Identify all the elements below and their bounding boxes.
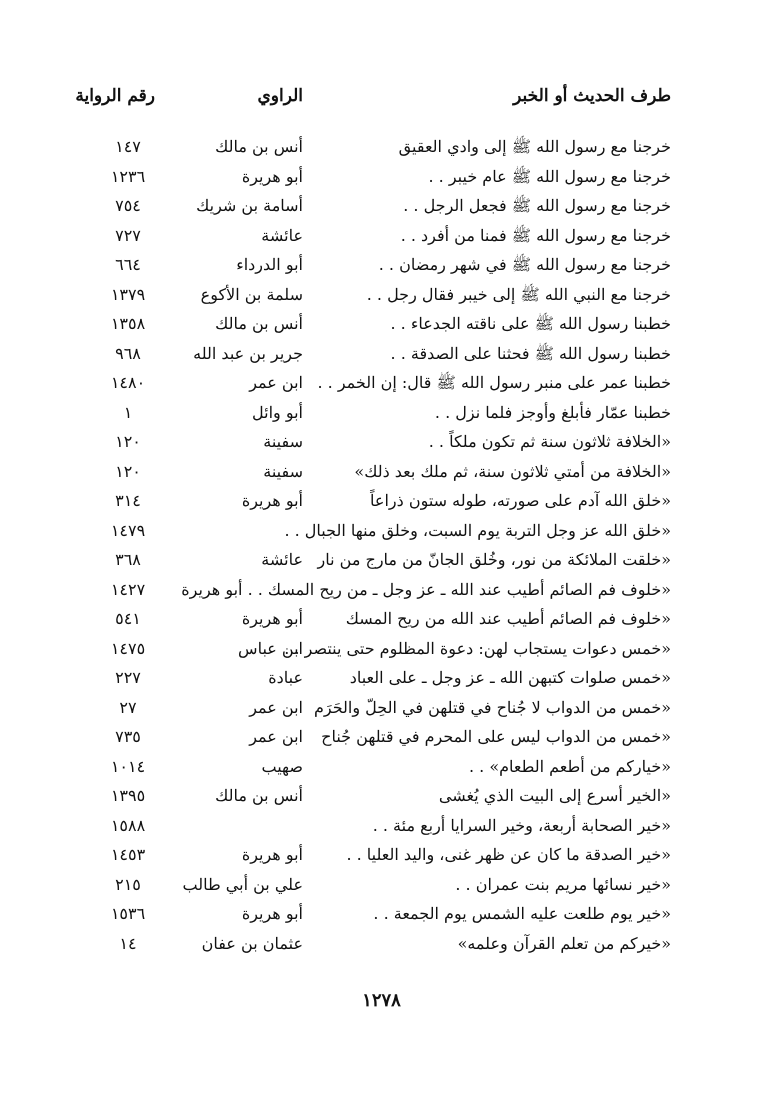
narrator-name: عبادة [268, 668, 303, 687]
narration-number: ٣١٤ [115, 491, 141, 510]
narrator-name: أبو هريرة [241, 491, 303, 510]
hadith-text: «خلق الله عز وجل التربة يوم السبت، وخلق منها الجبال . . [284, 520, 671, 540]
hadith-text: خطبنا رسول الله ﷺ على ناقته الجدعاء . . [390, 314, 671, 333]
table-row [0, 162, 763, 192]
narrator-name: أبو هريرة [241, 845, 303, 864]
table-row [0, 781, 763, 811]
hadith-text: خطبنا عمّار فأبلغ وأوجز فلما نزل . . [434, 402, 671, 422]
narrator-name: أبو وائل [252, 402, 303, 422]
hadith-text: خرجنا مع رسول الله ﷺ عام خيبر . . [428, 166, 671, 186]
table-row [0, 693, 763, 723]
table-row [0, 368, 763, 398]
narration-number: ١٤٧ [115, 137, 141, 156]
hadith-text: «خمس صلوات كتبهن الله ـ عز وجل ـ على العباد [349, 668, 671, 687]
table-row [0, 427, 763, 457]
hadith-text: «خير الصدقة ما كان عن ظهر غنى، واليد العليا . . [346, 845, 671, 864]
narration-number: ١٤٥٣ [110, 845, 146, 864]
narration-number: ١٣٩٥ [110, 786, 146, 805]
table-header [0, 86, 763, 116]
narration-number: ٥٤١ [115, 609, 141, 628]
hadith-text: خرجنا مع رسول الله ﷺ فمنا من أفرد . . [400, 225, 671, 245]
narration-number: ٩٦٨ [115, 343, 141, 363]
narration-number: ٧٢٧ [115, 225, 141, 245]
table-row [0, 280, 763, 310]
hadith-text: خرجنا مع رسول الله ﷺ إلى وادي العقيق [398, 137, 671, 156]
hadith-text: خرجنا مع النبي الله ﷺ إلى خيبر فقال رجل . . [366, 284, 671, 304]
narrator-name: سفينة [263, 461, 303, 481]
narration-number: ١٤٨٠ [110, 373, 146, 392]
hadith-text: «خير يوم طلعت عليه الشمس يوم الجمعة . . [373, 904, 671, 923]
table-row [0, 752, 763, 782]
table-row [0, 250, 763, 280]
hadith-text: خطبنا رسول الله ﷺ فحثنا على الصدقة . . [390, 343, 671, 363]
narrator-name: عائشة [261, 550, 303, 569]
table-row [0, 191, 763, 221]
table-row [0, 516, 763, 546]
narrator-name: سفينة [263, 432, 303, 451]
narrator-name: جرير بن عبد الله [193, 343, 303, 363]
narrator-name: أبو هريرة [241, 904, 303, 923]
narrator-name: صهيب [261, 756, 303, 776]
narration-number: ١٤ [119, 933, 137, 953]
narration-number: ٧٣٥ [115, 727, 141, 746]
hadith-text: «الخلافة من أمتي ثلاثون سنة، ثم ملك بعد ذلك» [354, 461, 671, 481]
index-table [0, 132, 763, 958]
hadith-text: «خلوف فم الصائم أطيب عند الله من ريح المسك [345, 609, 671, 628]
narration-number: ٢٧ [119, 697, 137, 717]
narrator-name: أبو هريرة [241, 166, 303, 186]
table-row [0, 457, 763, 487]
narrator-name: عثمان بن عفان [201, 933, 303, 953]
table-row [0, 486, 763, 516]
hadith-text: «خلق الله آدم على صورته، طوله ستون ذراعاً [370, 491, 671, 510]
hadith-text: «خمس من الدواب ليس على المحرم في قتلهن جُناح [321, 727, 671, 746]
narration-number: ٢٢٧ [115, 668, 141, 687]
header-hadith: طرف الحديث أو الخبر [513, 86, 671, 106]
narration-number: ١٥٣٦ [110, 904, 146, 923]
hadith-text: خرجنا مع رسول الله ﷺ فجعل الرجل . . [403, 196, 671, 215]
page-number: ١٢٧٨ [362, 990, 401, 1011]
narrator-name: ابن عمر [249, 697, 303, 717]
table-row [0, 899, 763, 929]
narrator-name: أبو الدرداء [236, 255, 303, 274]
narrator-name: عائشة [261, 225, 303, 245]
table-row [0, 339, 763, 369]
table-row [0, 663, 763, 693]
narrator-name: أنس بن مالك [215, 786, 303, 805]
narrator-name: ابن عمر [249, 727, 303, 746]
hadith-text: «الخير أسرع إلى البيت الذي يُغشى [438, 786, 671, 805]
hadith-text: «خلوف فم الصائم أطيب عند الله ـ عز وجل ـ من ريح المسك . . أبو هريرة [181, 579, 671, 599]
narration-number: ١٤٧٥ [110, 638, 146, 658]
table-row [0, 545, 763, 575]
narration-number: ٣٦٨ [115, 550, 141, 569]
narration-number: ٢١٥ [115, 874, 141, 894]
hadith-text: «خيركم من تعلم القرآن وعلمه» [457, 933, 671, 953]
hadith-text: «الخلافة ثلاثون سنة ثم تكون ملكاً . . [428, 432, 671, 451]
narration-number: ١٢٣٦ [110, 166, 146, 186]
narrator-name: ابن عباس [238, 638, 303, 658]
narration-number: ١٠١٤ [110, 756, 146, 776]
table-row [0, 929, 763, 959]
table-row [0, 604, 763, 634]
narrator-name: علي بن أبي طالب [182, 874, 303, 894]
table-row [0, 870, 763, 900]
hadith-text: «خمس دعوات يستجاب لهن: دعوة المظلوم حتى ينتصر . . [284, 638, 671, 658]
hadith-text: خرجنا مع رسول الله ﷺ في شهر رمضان . . [378, 255, 671, 274]
narrator-name: ابن عمر [249, 373, 303, 392]
narrator-name: أنس بن مالك [215, 137, 303, 156]
narration-number: ٧٥٤ [115, 196, 141, 215]
hadith-text: «خير الصحابة أربعة، وخير السرايا أربع مئة . . [372, 815, 671, 835]
narration-number: ١٤٧٩ [110, 520, 146, 540]
table-row [0, 132, 763, 162]
hadith-text: «خياركم من أطعم الطعام» . . [468, 756, 671, 776]
hadith-text: «خير نسائها مريم بنت عمران . . [455, 874, 671, 894]
narrator-name: أسامة بن شريك [196, 196, 303, 215]
narrator-name: سلمة بن الأكوع [200, 284, 303, 304]
narration-number: ١٢٠ [115, 461, 141, 481]
narration-number: ١٢٠ [115, 432, 141, 451]
narrator-name: أبو هريرة [241, 609, 303, 628]
table-row [0, 722, 763, 752]
header-rawi: الراوي [257, 86, 303, 106]
table-row [0, 221, 763, 251]
table-row [0, 811, 763, 841]
narration-number: ٦٦٤ [115, 255, 141, 274]
narration-number: ١٥٨٨ [110, 815, 146, 835]
table-row [0, 309, 763, 339]
header-number: رقم الرواية [75, 86, 155, 106]
narration-number: ١٣٥٨ [110, 314, 146, 333]
hadith-text: خطبنا عمر على منبر رسول الله ﷺ قال: إن الخمر . . [317, 373, 671, 392]
table-row [0, 398, 763, 428]
hadith-text: «خمس من الدواب لا جُناح في قتلهن في الحِلّ والحَرَم [313, 697, 671, 717]
hadith-text: «خلقت الملائكة من نور، وخُلق الجانّ من مارج من نار [317, 550, 671, 569]
narration-number: ١٤٢٧ [110, 579, 146, 599]
narration-number: ١٣٧٩ [110, 284, 146, 304]
table-row [0, 840, 763, 870]
table-row [0, 634, 763, 664]
narrator-name: أنس بن مالك [215, 314, 303, 333]
table-row [0, 575, 763, 605]
narration-number: ١ [123, 402, 133, 422]
